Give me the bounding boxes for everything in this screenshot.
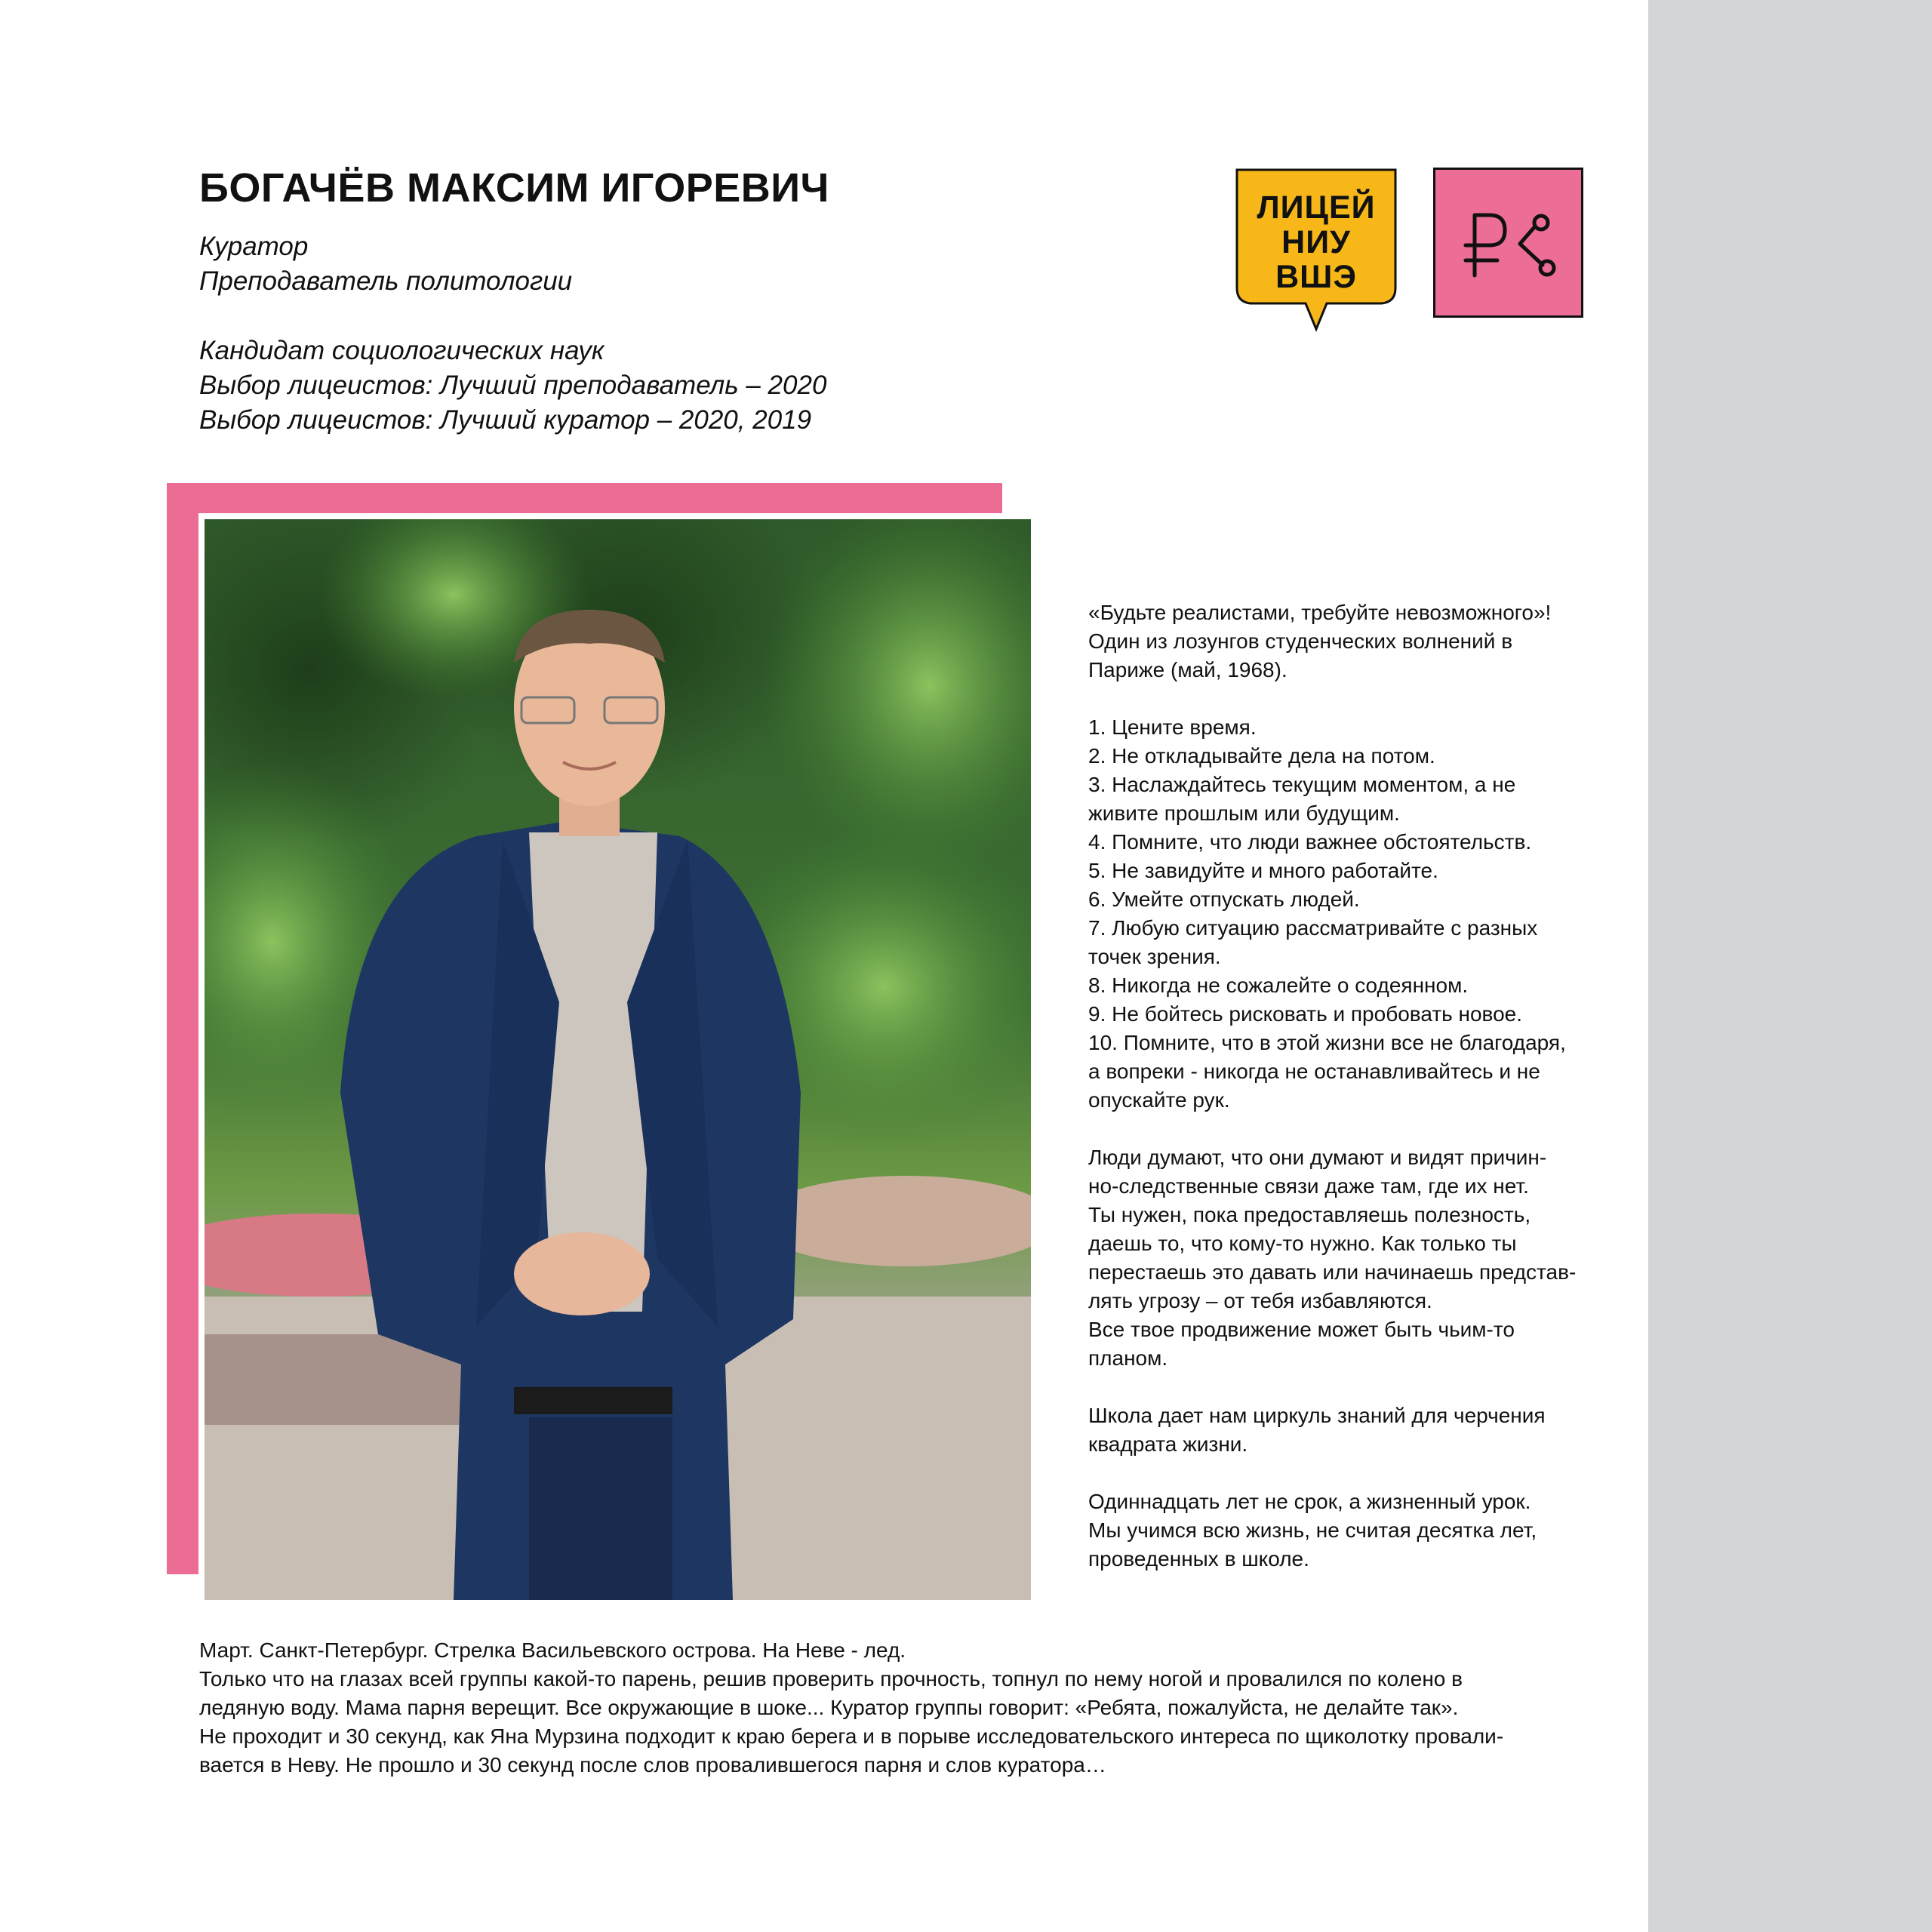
lyceum-logo-text: ЛИЦЕЙ НИУ ВШЭ: [1257, 189, 1376, 295]
text-line: Все твое продвижение может быть чьим-то: [1088, 1318, 1515, 1341]
portrait-photo: [205, 519, 1031, 1600]
person-name: БОГАЧЁВ МАКСИМ ИГОРЕВИЧ: [199, 165, 829, 211]
list-item: 7. Любую ситуацию рассматривайте с разных: [1088, 916, 1538, 940]
ruble-share-icon: [1435, 170, 1581, 315]
award-teacher: Выбор лицеистов: Лучший преподаватель – 2020: [199, 371, 827, 400]
lyceum-hse-logo: [1235, 168, 1398, 335]
text-line: «Будьте реалистами, требуйте невозможного»!: [1088, 601, 1552, 624]
paragraph-people-think: [1088, 1143, 1632, 1373]
text-line: Люди думают, что они думают и видят причин-: [1088, 1146, 1547, 1169]
ruble-share-logo: [1433, 168, 1583, 318]
list-item: 4. Помните, что люди важнее обстоятельств.: [1088, 830, 1532, 854]
list-item: точек зрения.: [1088, 945, 1221, 968]
quote-intro: [1088, 598, 1632, 685]
list-item: живите прошлым или будущим.: [1088, 801, 1400, 825]
text-line: перестаешь это давать или начинаешь представ-: [1088, 1260, 1577, 1284]
award-curator: Выбор лицеистов: Лучший куратор – 2020, 2019: [199, 405, 812, 435]
list-item: 5. Не завидуйте и много работайте.: [1088, 859, 1438, 882]
rules-list: [1088, 713, 1632, 1115]
list-item: 6. Умейте отпускать людей.: [1088, 888, 1360, 911]
story-paragraph: [199, 1636, 1603, 1780]
degree: Кандидат социологических наук: [199, 336, 605, 365]
text-line: Мы учимся всю жизнь, не считая десятка лет,: [1088, 1518, 1537, 1542]
list-item: 1. Цените время.: [1088, 715, 1257, 739]
list-item: 8. Никогда не сожалейте о содеянном.: [1088, 974, 1469, 997]
list-item: 2. Не откладывайте дела на потом.: [1088, 744, 1435, 768]
roles-block: [199, 229, 826, 438]
role-curator: Куратор: [199, 232, 309, 261]
story-line: Не проходит и 30 секунд, как Яна Мурзина подходит к краю берега и в порыве исследовательского интереса по щиколотку провали-: [199, 1724, 1504, 1748]
text-line: Один из лозунгов студенческих волнений в: [1088, 629, 1513, 653]
paragraph-eleven-years: [1088, 1487, 1632, 1574]
text-line: проведенных в школе.: [1088, 1547, 1309, 1571]
quote-column: [1088, 598, 1632, 1602]
pink-frame-top: [167, 483, 1002, 513]
list-item: 10. Помните, что в этой жизни все не благодаря,: [1088, 1031, 1566, 1054]
pink-frame-left: [167, 483, 198, 1574]
text-line: Ты нужен, пока предоставляешь полезность,: [1088, 1203, 1531, 1226]
side-gray-strip: [1648, 0, 1932, 1932]
role-teacher: Преподаватель политологии: [199, 266, 573, 296]
text-line: Париже (май, 1968).: [1088, 658, 1287, 681]
text-line: Школа дает нам циркуль знаний для черчения: [1088, 1404, 1546, 1427]
list-item: а вопреки - никогда не останавливайтесь и не: [1088, 1060, 1540, 1083]
paragraph-school: [1088, 1401, 1632, 1459]
story-line: вается в Неву. Не прошло и 30 секунд после слов провалившегося парня и слов куратора…: [199, 1753, 1106, 1777]
story-line: Только что на глазах всей группы какой-то парень, решив проверить прочность, топнул по нему ногой и провалился по колено в: [199, 1667, 1463, 1690]
list-item: 3. Наслаждайтесь текущим моментом, а не: [1088, 773, 1516, 796]
text-line: планом.: [1088, 1346, 1168, 1370]
text-line: квадрата жизни.: [1088, 1432, 1248, 1456]
list-item: опускайте рук.: [1088, 1088, 1230, 1112]
text-line: даешь то, что кому-то нужно. Как только ты: [1088, 1232, 1517, 1255]
text-line: Одиннадцать лет не срок, а жизненный урок.: [1088, 1490, 1531, 1513]
list-item: 9. Не бойтесь рисковать и пробовать новое.: [1088, 1002, 1523, 1026]
story-line: Март. Санкт-Петербург. Стрелка Васильевского острова. На Неве - лед.: [199, 1638, 906, 1662]
text-line: но-следственные связи даже там, где их нет.: [1088, 1174, 1529, 1198]
text-line: лять угрозу – от тебя избавляются.: [1088, 1289, 1432, 1312]
story-line: ледяную воду. Мама парня верещит. Все окружающие в шоке... Куратор группы говорит: «Ребята, пожалуйста, не делайте так».: [199, 1696, 1459, 1719]
